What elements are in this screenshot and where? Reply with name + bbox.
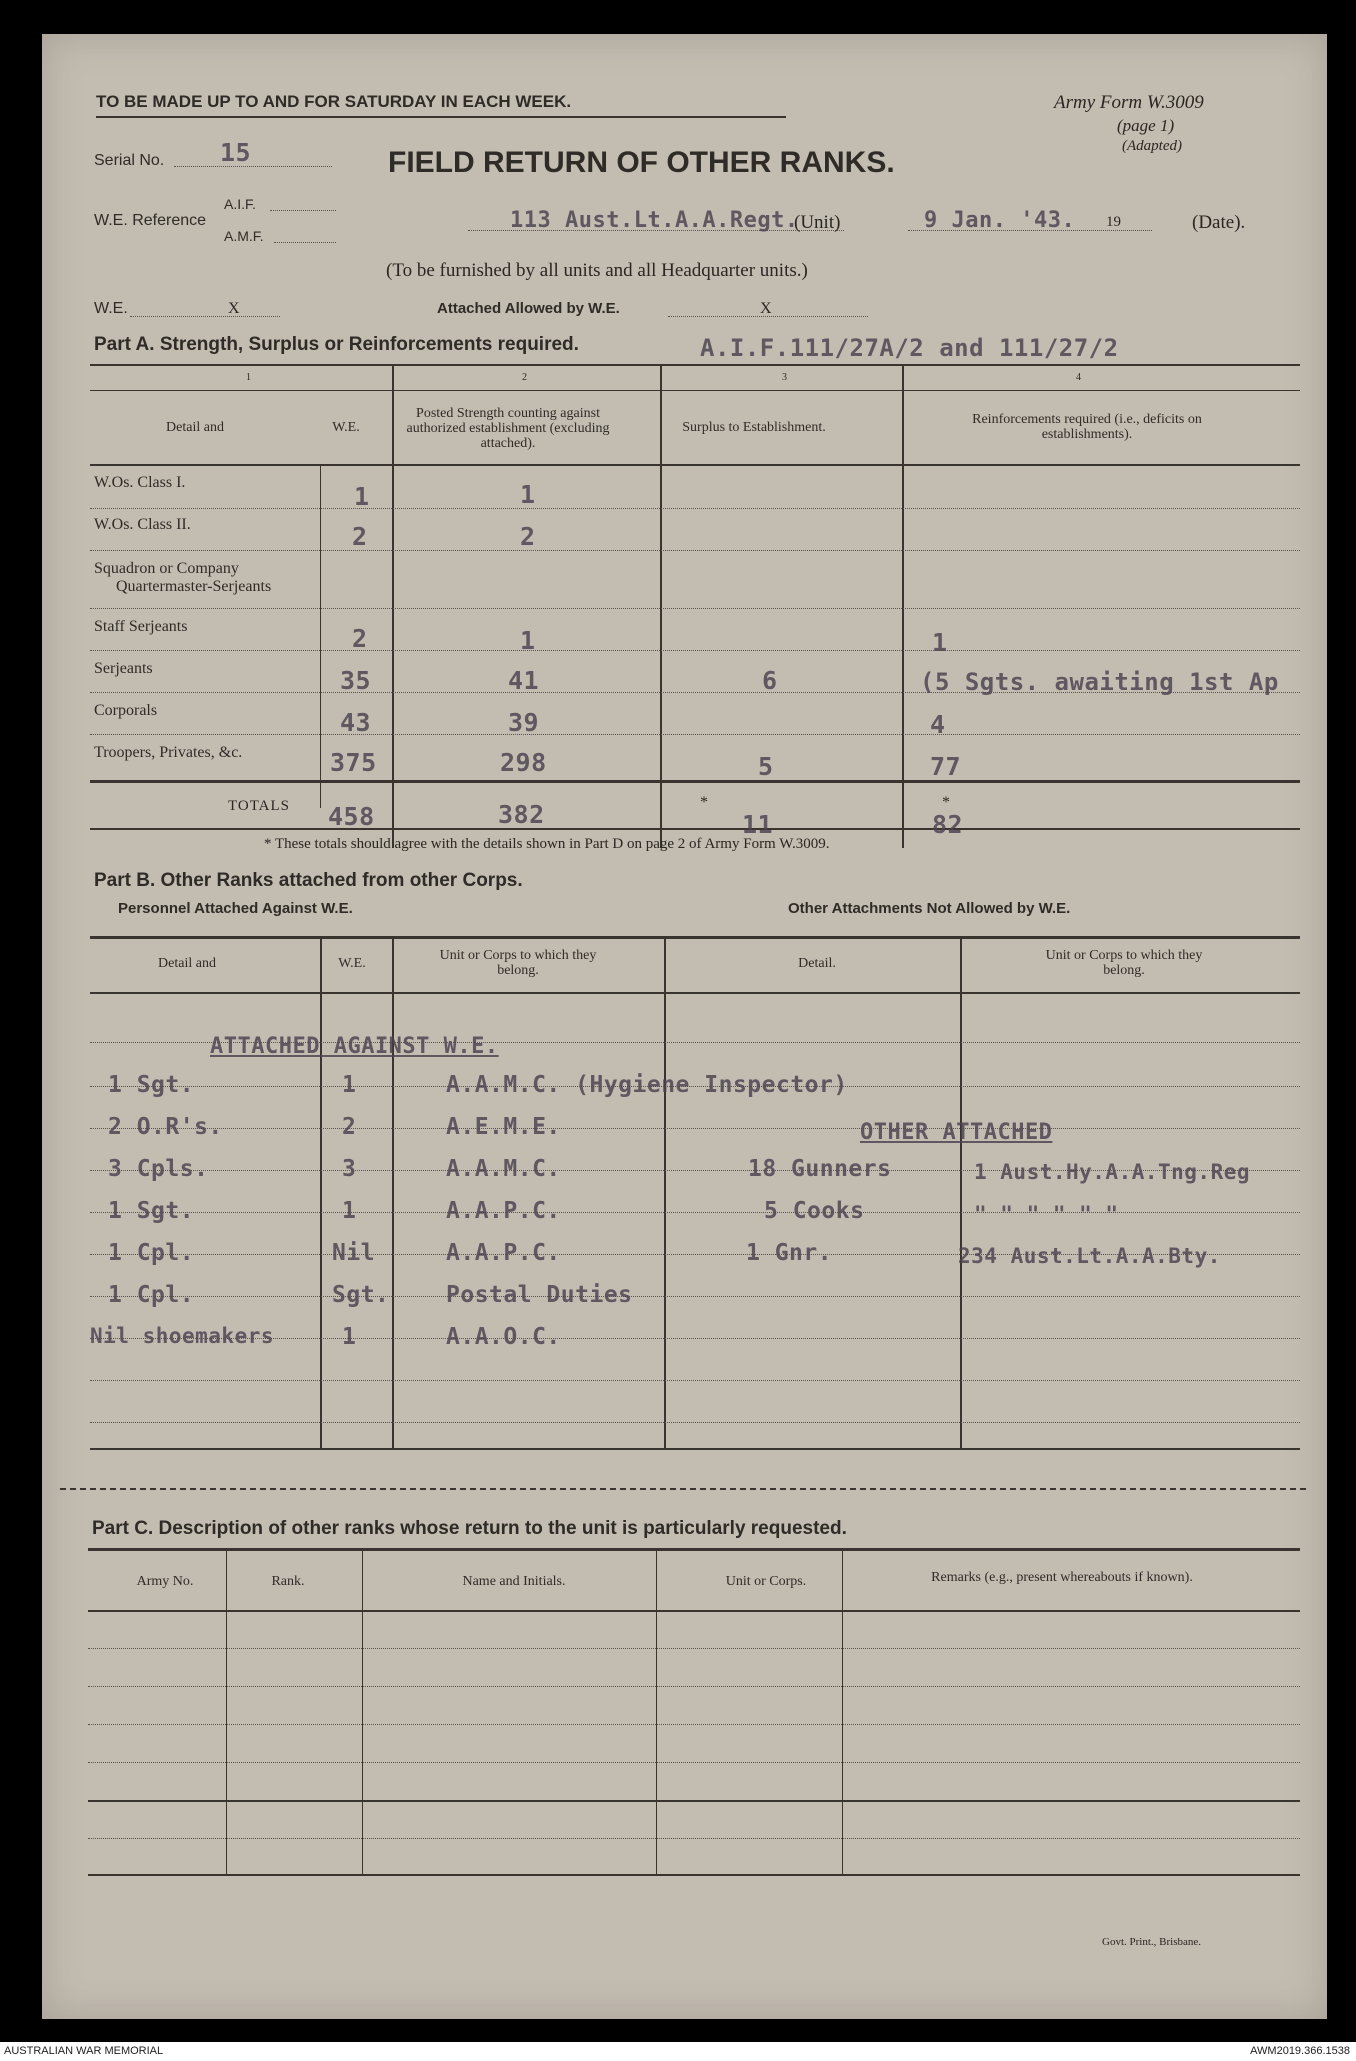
row-label: W.Os. Class II. [94, 516, 191, 533]
row-we: 375 [330, 748, 377, 777]
attached-we: 2 [342, 1114, 357, 1140]
totals-label: TOTALS [228, 798, 291, 814]
row-reinf: 4 [930, 710, 946, 739]
part-a-header-posted: Posted Strength counting against authorized establishment (excluding attached). [406, 406, 610, 451]
attached-corps: A.A.M.C. [446, 1156, 561, 1182]
totals-star-reinf: * [942, 794, 950, 811]
totals-we: 458 [328, 802, 375, 831]
part-c-vline-2 [362, 1550, 363, 1874]
aif-label: A.I.F. [224, 196, 256, 212]
we-dotline [130, 316, 280, 317]
tear-line [60, 1488, 1306, 1490]
part-b-vline-corps [664, 938, 666, 1450]
other-detail: 18 Gunners [748, 1156, 892, 1182]
row-surplus: 5 [758, 752, 774, 781]
part-b-header-rule [90, 992, 1300, 994]
archive-footer [0, 2042, 1356, 2061]
part-c-vline-3 [656, 1550, 657, 1874]
row-label-2: Quartermaster-Serjeants [116, 578, 272, 595]
part-b-bottom-rule [90, 1448, 1300, 1450]
row-sep [90, 650, 1300, 651]
part-b-vline-we [392, 938, 394, 1450]
part-a-header-detail: Detail and [166, 420, 224, 435]
row-sep [88, 1724, 1300, 1725]
row-posted: 298 [500, 748, 547, 777]
other-attached-heading: OTHER ATTACHED [860, 1120, 1053, 1145]
row-sep [88, 1648, 1300, 1649]
totals-star-surplus: * [700, 794, 708, 811]
part-b-header-detail: Detail and [158, 956, 216, 971]
row-sep [90, 1422, 1300, 1423]
part-b-header-unit-corps2: Unit or Corps to which they belong. [1045, 948, 1203, 978]
attached-corps: A.A.P.C. [446, 1240, 561, 1266]
totals-surplus: 11 [742, 810, 774, 839]
attached-corps: A.E.M.E. [446, 1114, 561, 1140]
form-sheet [42, 34, 1327, 2019]
row-sep [90, 608, 1300, 609]
col-number-1: 1 [246, 372, 251, 383]
part-c-header-remarks: Remarks (e.g., present whereabouts if known). [931, 1570, 1193, 1585]
row-posted: 2 [520, 522, 536, 551]
row-sep [88, 1838, 1300, 1839]
row-posted: 1 [520, 626, 536, 655]
row-sep [90, 1296, 1300, 1297]
attached-x-mark: X [760, 300, 772, 317]
row-label: Staff Serjeants [94, 618, 188, 635]
part-b-left-heading: Personnel Attached Against W.E. [118, 900, 353, 917]
part-b-top-rule [90, 936, 1300, 939]
part-b-title: Part B. Other Ranks attached from other Corps. [94, 870, 523, 891]
printer-credit: Govt. Print., Brisbane. [1102, 1936, 1201, 1948]
col-number-3: 3 [782, 372, 787, 383]
part-a-bottom-rule [90, 828, 1300, 830]
part-c-header-name: Name and Initials. [462, 1574, 566, 1589]
col-number-2: 2 [522, 372, 527, 383]
attached-detail: 1 Sgt. [108, 1072, 195, 1098]
row-we: 35 [340, 666, 372, 695]
part-a-top-rule [90, 364, 1300, 366]
other-detail: 5 Cooks [764, 1198, 865, 1224]
row-we: 2 [352, 624, 368, 653]
part-c-header-rule [88, 1610, 1300, 1612]
part-c-vline-1 [226, 1550, 227, 1874]
row-sep [90, 734, 1300, 735]
adapted-note: (Adapted) [1122, 138, 1182, 154]
part-c-mid-rule [88, 1800, 1300, 1802]
part-a-header-reinforcements: Reinforcements required (i.e., deficits on establishments). [972, 412, 1202, 442]
unit-value: 113 Aust.Lt.A.A.Regt. [510, 208, 799, 233]
row-sep [88, 1762, 1300, 1763]
serial-value: 15 [220, 138, 252, 167]
row-surplus: 6 [762, 666, 778, 695]
row-sep [90, 1128, 1300, 1129]
archive-id: AWM2019.366.1538 [1250, 2045, 1350, 2057]
amf-dotline [274, 242, 336, 243]
row-we: 2 [352, 522, 368, 551]
other-corps: 234 Aust.Lt.A.A.Bty. [958, 1244, 1221, 1268]
part-c-top-rule [88, 1548, 1300, 1551]
totals-posted: 382 [498, 800, 545, 829]
we-reference-label: W.E. Reference [94, 212, 207, 229]
part-c-header-unit: Unit or Corps. [725, 1574, 807, 1589]
part-c-header-army-no: Army No. [136, 1574, 194, 1589]
other-detail: 1 Gnr. [746, 1240, 833, 1266]
part-a-subrule [90, 390, 1300, 391]
attached-against-heading: ATTACHED AGAINST W.E. [210, 1034, 499, 1059]
part-a-title: Part A. Strength, Surplus or Reinforcements required. [94, 334, 579, 355]
unit-label: (Unit) [794, 212, 841, 233]
row-reinf: 1 [932, 628, 948, 657]
row-reinf: (5 Sgts. awaiting 1st Ap [920, 668, 1279, 696]
row-sep [90, 1380, 1300, 1381]
army-form-number: Army Form W.3009 [1054, 92, 1204, 113]
row-label: Corporals [94, 702, 158, 719]
row-label: W.Os. Class I. [94, 474, 186, 491]
attached-we: 1 [342, 1324, 357, 1350]
serial-label: Serial No. [94, 152, 165, 169]
part-a-footnote: * These totals should agree with the details shown in Part D on page 2 of Army Form W.3009. [264, 836, 830, 852]
date-value: 9 Jan. '43. [924, 208, 1076, 233]
row-we: 43 [340, 708, 372, 737]
part-a-reference: A.I.F.111/27A/2 and 111/27/2 [700, 334, 1119, 362]
part-c-header-rank: Rank. [271, 1574, 305, 1589]
we-label: W.E. [94, 300, 128, 317]
attached-we: 1 [342, 1072, 357, 1098]
page-title: FIELD RETURN OF OTHER RANKS. [388, 146, 895, 179]
part-c-bottom-rule [88, 1874, 1300, 1876]
attached-we: 3 [342, 1156, 357, 1182]
part-a-vline-posted [660, 364, 662, 848]
attached-corps: A.A.P.C. [446, 1198, 561, 1224]
attached-detail: Nil shoemakers [90, 1324, 275, 1348]
amf-label: A.M.F. [224, 228, 264, 244]
part-a-header-surplus: Surplus to Establishment. [682, 420, 826, 435]
part-a-vline-we [392, 364, 394, 848]
we-x-mark: X [228, 300, 240, 317]
attached-detail: 1 Cpl. [108, 1282, 195, 1308]
row-label: Squadron or Company [94, 560, 239, 577]
attached-detail: 1 Cpl. [108, 1240, 195, 1266]
row-we: 1 [354, 482, 370, 511]
attached-we: 1 [342, 1198, 357, 1224]
part-b-right-heading: Other Attachments Not Allowed by W.E. [788, 900, 1071, 917]
part-b-header-unit-corps: Unit or Corps to which they belong. [439, 948, 597, 978]
part-c-title: Part C. Description of other ranks whose return to the unit is particularly requested. [92, 1518, 847, 1539]
row-sep [90, 508, 1300, 509]
row-label: Serjeants [94, 660, 153, 677]
part-a-header-we: W.E. [332, 420, 360, 435]
attached-corps: A.A.M.C. (Hygiene Inspector) [446, 1072, 848, 1098]
archive-name: AUSTRALIAN WAR MEMORIAL [4, 2045, 164, 2057]
row-posted: 39 [508, 708, 540, 737]
part-a-totals-rule [90, 780, 1300, 783]
attached-allowed-label: Attached Allowed by W.E. [437, 300, 620, 317]
furnish-note: (To be furnished by all units and all Headquarter units.) [386, 260, 808, 281]
col-number-4: 4 [1076, 372, 1081, 383]
row-sep [90, 550, 1300, 551]
part-b-vline-detail2 [960, 938, 962, 1450]
attached-we: Sgt. [332, 1282, 390, 1308]
attached-corps: A.A.O.C. [446, 1324, 561, 1350]
attached-we: Nil [332, 1240, 376, 1266]
attached-corps: Postal Duties [446, 1282, 633, 1308]
part-b-header-detail2: Detail. [798, 956, 836, 971]
instruction-underline [96, 116, 786, 118]
attached-detail: 3 Cpls. [108, 1156, 209, 1182]
row-label: Troopers, Privates, &c. [94, 744, 243, 761]
other-corps: 1 Aust.Hy.A.A.Tng.Reg [974, 1160, 1251, 1184]
row-posted: 1 [520, 480, 536, 509]
part-a-vline-detail [320, 464, 321, 808]
row-sep [88, 1686, 1300, 1687]
serial-dotline [174, 166, 332, 167]
part-b-header-we: W.E. [338, 956, 366, 971]
other-corps: " " " " " " [974, 1202, 1119, 1226]
part-a-header-rule [90, 464, 1300, 466]
part-b-vline-detail [320, 938, 322, 1450]
page-number: (page 1) [1117, 116, 1175, 135]
row-posted: 41 [508, 666, 540, 695]
year-prefix: 19 [1106, 214, 1121, 230]
attached-detail: 2 O.R's. [108, 1114, 223, 1140]
row-reinf: 77 [930, 752, 962, 781]
attached-detail: 1 Sgt. [108, 1198, 195, 1224]
totals-reinf: 82 [932, 810, 964, 839]
part-c-vline-4 [842, 1550, 843, 1874]
aif-dotline [270, 210, 336, 211]
instruction-text: TO BE MADE UP TO AND FOR SATURDAY IN EACH WEEK. [96, 92, 572, 111]
part-a-vline-surplus [902, 364, 904, 848]
date-label: (Date). [1192, 212, 1246, 233]
